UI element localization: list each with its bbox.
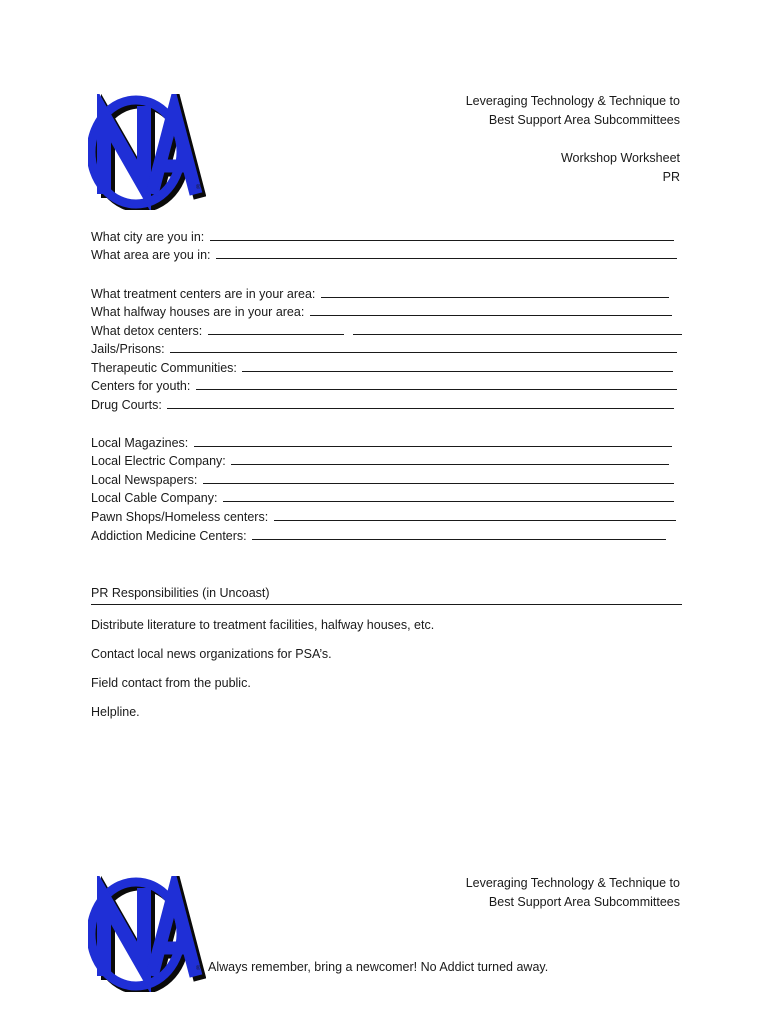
field-addiction-medicine-centers [91,526,666,545]
field-label: What area are you in: [91,248,211,262]
answer-line[interactable] [310,302,672,316]
header-subtitle-line1: Workshop Worksheet [560,151,680,165]
answer-line[interactable] [274,507,676,521]
header-title-line1: Leveraging Technology & Technique to [465,94,680,108]
answer-line[interactable] [252,526,666,540]
field-local-electric-company [91,451,669,470]
field-local-magazines [91,433,672,452]
field-city [91,227,674,246]
responsibility-item: Distribute literature to treatment facilities, halfway houses, etc. [91,618,435,632]
field-label: What halfway houses are in your area: [91,305,305,319]
field-detox-centers [91,321,682,340]
responsibility-item: Contact local news organizations for PSA’s. [91,647,332,661]
field-label: Local Cable Company: [91,491,218,505]
field-treatment-centers [91,284,669,303]
footer-tagline: Always remember, bring a newcomer! No Addict turned away. [208,960,549,974]
answer-line[interactable] [321,284,669,298]
answer-line[interactable] [170,339,677,353]
header-subtitle-line2: PR [662,170,680,184]
footer-header [466,874,680,912]
field-pawn-shops-homeless [91,507,676,526]
field-local-newspapers [91,470,674,489]
field-label: Local Newspapers: [91,473,198,487]
field-label: Jails/Prisons: [91,342,165,356]
field-label: Centers for youth: [91,379,191,393]
registered-mark: ® [196,185,201,191]
registered-mark: ® [196,966,201,972]
field-label: Local Magazines: [91,436,189,450]
field-therapeutic-communities [91,358,673,377]
answer-line[interactable] [203,470,674,484]
field-label: What city are you in: [91,230,205,244]
field-jails-prisons [91,339,677,358]
field-centers-for-youth [91,376,677,395]
answer-line[interactable] [242,358,673,372]
field-halfway-houses [91,302,672,321]
header-title-line2: Best Support Area Subcommittees [488,113,680,127]
field-label: Drug Courts: [91,398,162,412]
answer-line[interactable] [353,321,682,335]
na-logo-icon [88,94,206,210]
field-label: Addiction Medicine Centers: [91,529,247,543]
answer-line[interactable] [216,245,677,259]
answer-line[interactable] [196,376,677,390]
field-label: Therapeutic Communities: [91,361,237,375]
answer-line[interactable] [194,433,672,447]
field-area [91,245,677,264]
answer-line[interactable] [208,321,344,335]
field-label: What detox centers: [91,324,203,338]
document-header [466,92,680,187]
footer-title-line2: Best Support Area Subcommittees [488,895,680,909]
responsibility-item: Field contact from the public. [91,676,251,690]
field-label: Local Electric Company: [91,454,226,468]
field-drug-courts [91,395,674,414]
answer-line[interactable] [231,451,669,465]
answer-line[interactable] [223,488,674,502]
na-logo-icon [88,876,206,992]
responsibilities-heading: PR Responsibilities (in Uncoast) [91,584,682,605]
footer-title-line1: Leveraging Technology & Technique to [465,876,680,890]
field-label: Pawn Shops/Homeless centers: [91,510,269,524]
answer-line[interactable] [167,395,674,409]
answer-line[interactable] [210,227,674,241]
responsibility-item: Helpline. [91,705,140,719]
field-label: What treatment centers are in your area: [91,287,316,301]
field-local-cable-company [91,488,674,507]
